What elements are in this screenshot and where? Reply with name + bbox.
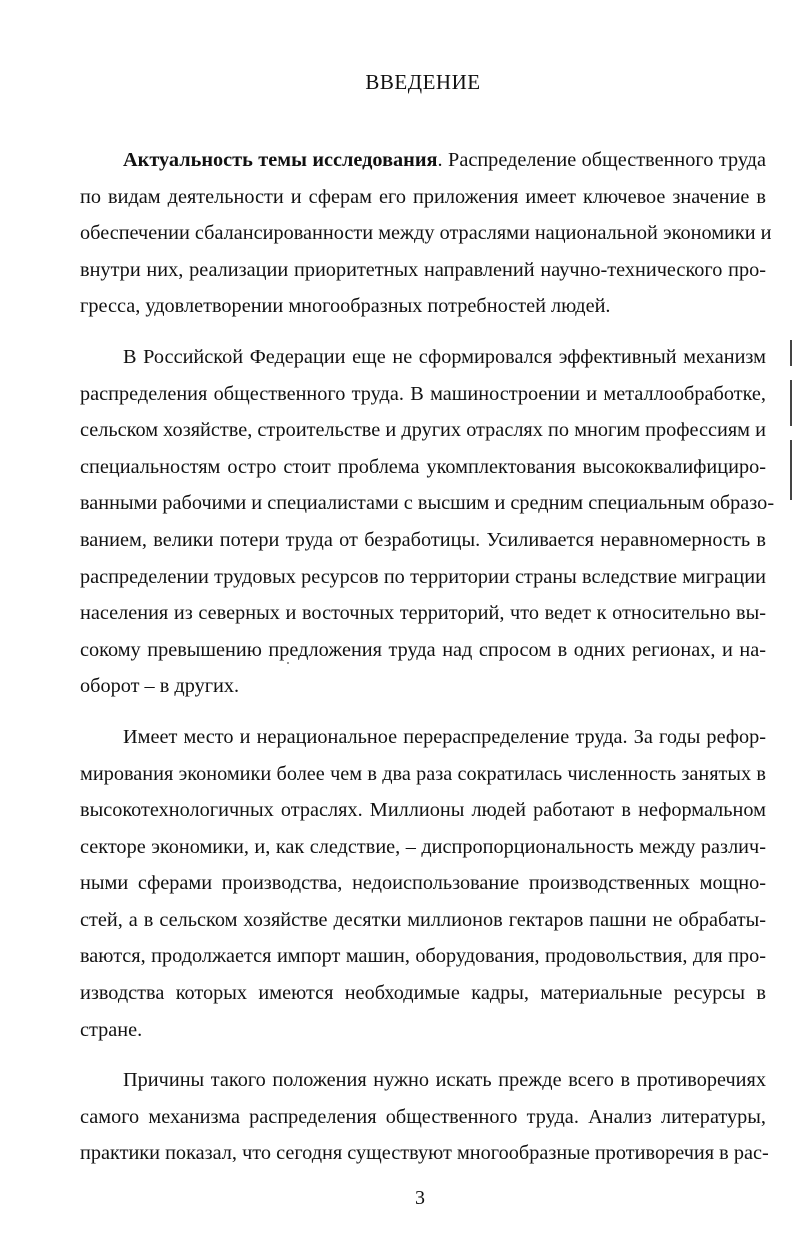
text-line: специальностям остро стоит проблема укомплектования высококвалифициро- — [80, 455, 766, 478]
text-line: гресса, удовлетворении многообразных потребностей людей. — [80, 295, 611, 318]
text-line: Причины такого положения нужно искать прежде всего в противоречиях — [123, 1069, 766, 1092]
text-line: ванными рабочими и специалистами с высшим и средним специальным образо- — [80, 492, 775, 515]
text-line: ванием, велики потери труда от безработицы. Усиливается неравномерность в — [80, 528, 766, 551]
relevance-heading: Актуальность темы исследования — [123, 149, 438, 171]
text-line: Имеет место и нерациональное перераспределение труда. За годы рефор- — [123, 725, 766, 748]
paragraph-russian-federation — [80, 339, 775, 705]
text-line: Актуальность темы исследования. Распределение общественного труда — [123, 149, 766, 171]
body-text — [80, 142, 775, 1172]
text-line: В Российской Федерации еще не сформировался эффективный механизм — [123, 345, 766, 368]
text-line: распределения общественного труда. В машиностроении и металлообработке, — [80, 382, 766, 405]
text-line: по видам деятельности и сферам его приложения имеет ключевое значение в — [80, 185, 766, 208]
paragraph-causes — [80, 1062, 769, 1172]
text-line: сокому превышению предложения труда над спросом в одних регионах, и на- — [80, 638, 766, 661]
text-line: стране. — [80, 1018, 143, 1041]
text-line: населения из северных и восточных территорий, что ведет к относительно вы- — [80, 602, 766, 625]
text-line: внутри них, реализации приоритетных направлений научно-технического про- — [80, 258, 766, 281]
text-line: обеспечении сбалансированности между отраслями национальной экономики и — [80, 222, 772, 245]
scan-margin-marks — [790, 340, 794, 510]
text-line: распределении трудовых ресурсов по территории страны вследствие миграции — [80, 565, 766, 588]
text-line: секторе экономики, и, как следствие, – диспропорциональность между различ- — [80, 835, 766, 858]
text-line: изводства которых имеются необходимые кадры, материальные ресурсы в — [80, 982, 766, 1005]
paragraph-redistribution — [80, 719, 766, 1048]
page-number: 3 — [415, 1187, 425, 1209]
text-line: сельском хозяйстве, строительстве и других отраслях по многим профессиям и — [80, 419, 766, 442]
page-title: ВВЕДЕНИЕ — [365, 70, 481, 94]
text-line: самого механизма распределения общественного труда. Анализ литературы, — [80, 1105, 766, 1128]
text-line: мирования экономики более чем в два раза сократилась численность занятых в — [80, 762, 766, 785]
text-line: практики показал, что сегодня существуют многообразные противоречия в рас- — [80, 1142, 769, 1165]
text-line: ными сферами производства, недоиспользование производственных мощно- — [80, 872, 766, 895]
text-line: ваются, продолжается импорт машин, оборудования, продовольствия, для про- — [80, 945, 766, 968]
text-line: высокотехнологичных отраслях. Миллионы людей работают в неформальном — [80, 799, 766, 822]
scan-speck — [287, 662, 289, 664]
paragraph-relevance — [80, 142, 772, 325]
text-line: стей, а в сельском хозяйстве десятки миллионов гектаров пашни не обрабаты- — [80, 908, 766, 931]
text-line: оборот – в других. — [80, 675, 240, 698]
